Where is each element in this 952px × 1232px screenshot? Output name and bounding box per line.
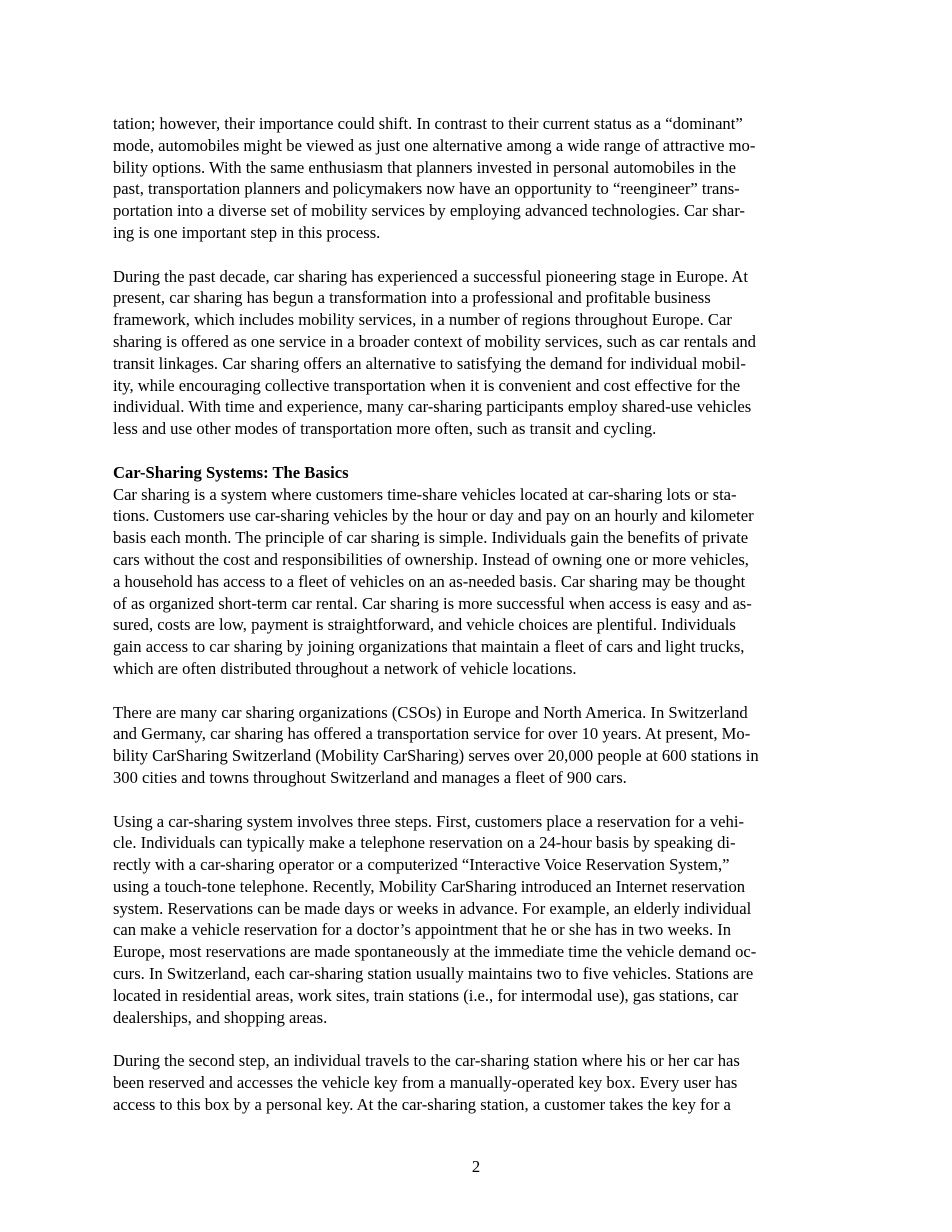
section-heading: Car-Sharing Systems: The Basics [113,462,349,482]
section-paragraph-1: Car sharing is a system where customers time-share vehicles located at car-sharing lots or sta- tions. Customers use car-sharing vehicles by the hour or day and pay on an hourly and kilometer basis each month. The principle of car sharing is simple. Individuals gain the benefits of private cars without the cost and responsibilities of ownership. Instead of owning one or more vehicles, a household has access to a fleet of vehicles on an as-needed basis. Car sharing may be thought of as organized short-term car rental. Car sharing is more successful when access is easy and as- sured, costs are low, payment is straightforward, and vehicle choices are plentiful. Individuals gain access to car sharing by joining organizations that maintain a fleet of cars and light trucks, which are often distributed throughout a network of vehicle locations. [113,484,754,678]
body-paragraph-1: tation; however, their importance could shift. In contrast to their current status as a “dominant” mode, automobiles might be viewed as just one alternative among a wide range of attractive mo- bility options. With the same enthusiasm that planners invested in personal automobiles in the past, transportation planners and policymakers now have an opportunity to “reengineer” trans- portation into a diverse set of mobility services by employing advanced technologies. Car shar- ing is one important step in this process. [113,114,756,242]
section-paragraph-3: Using a car-sharing system involves three steps. First, customers place a reservation for a vehi- cle. Individuals can typically make a telephone reservation on a 24-hour basis by speaking di- rectly with a car-sharing operator or a computerized “Interactive Voice Reservation System,” using a touch-tone telephone. Recently, Mobility CarSharing introduced an Internet reservation system. Reservations can be made days or weeks in advance. For example, an elderly individual can make a vehicle reservation for a doctor’s appointment that he or she has in two weeks. In Europe, most reservations are made spontaneously at the immediate time the vehicle demand oc- curs. In Switzerland, each car-sharing station usually maintains two to five vehicles. Stations are located in residential areas, work sites, train stations (i.e., for intermodal use), gas stations, car dealerships, and shopping areas. [113,811,757,1027]
page-number: 2 [471,1157,481,1176]
body-paragraph-2: During the past decade, car sharing has experienced a successful pioneering stage in Europe. At present, car sharing has begun a transformation into a professional and profitable business framework, which includes mobility services, in a number of regions throughout Europe. Car sharing is offered as one service in a broader context of mobility services, such as car rentals and transit linkages. Car sharing offers an alternative to satisfying the demand for individual mobil- ity, while encouraging collective transportation when it is convenient and cost effective for the individual. With time and experience, many car-sharing participants employ shared-use vehicles less and use other modes of transportation more often, such as transit and cycling. [113,266,756,439]
page-body [113,113,843,1116]
section-paragraph-2: There are many car sharing organizations (CSOs) in Europe and North America. In Switzerland and Germany, car sharing has offered a transportation service for over 10 years. At present, Mo- bility CarSharing Switzerland (Mobility CarSharing) serves over 20,000 people at 600 stations in 300 cities and towns throughout Switzerland and manages a fleet of 900 cars. [113,702,759,787]
section-paragraph-4: During the second step, an individual travels to the car-sharing station where his or her car has been reserved and accesses the vehicle key from a manually-operated key box. Every user has access to this box by a personal key. At the car-sharing station, a customer takes the key for a [113,1051,740,1114]
